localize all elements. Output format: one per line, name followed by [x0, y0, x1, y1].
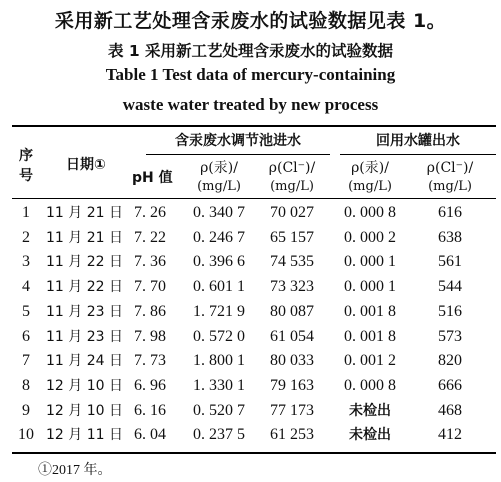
- cell-hg-in: 0. 572 0: [193, 327, 245, 345]
- cell-hg-in: 1. 330 1: [193, 376, 245, 394]
- header-no-line1: 序: [19, 148, 33, 164]
- outlet-group-rule: [340, 154, 496, 155]
- header-cl-inlet-line2: (mg/L): [270, 179, 314, 194]
- header-hg-inlet-line2: (mg/L): [197, 179, 241, 194]
- cell-ph: 7. 73: [134, 352, 166, 370]
- cell-cl-in: 61 253: [270, 426, 314, 444]
- cell-cl-in: 70 027: [270, 204, 314, 221]
- cell-no: 4: [22, 278, 30, 296]
- cell-cl-out: 820: [438, 352, 462, 370]
- cell-cl-in: 80 087: [270, 302, 314, 320]
- cell-no: 10: [18, 426, 34, 444]
- inlet-group-rule: [146, 154, 330, 155]
- header-group-outlet: 回用水罐出水: [376, 133, 460, 149]
- cell-date: 12 月 10 日: [46, 377, 123, 394]
- cell-cl-in: 74 535: [270, 253, 314, 271]
- footnote: ①2017 年。: [38, 463, 112, 478]
- cell-ph: 7. 86: [134, 302, 166, 320]
- cell-date: 11 月 23 日: [46, 303, 123, 320]
- cell-cl-in: 80 033: [270, 352, 314, 370]
- cell-no: 8: [22, 376, 30, 394]
- table-bottom-rule: [12, 452, 496, 454]
- cell-hg-in: 0. 340 7: [193, 204, 245, 221]
- cell-cl-out: 666: [438, 376, 462, 394]
- cell-no: 7: [22, 352, 30, 370]
- header-hg-inlet-line1: ρ(汞)/: [200, 160, 238, 176]
- cell-ph: 7. 36: [134, 253, 166, 271]
- cell-hg-in: 0. 520 7: [193, 401, 245, 419]
- cell-ph: 7. 22: [134, 228, 166, 246]
- cell-no: 6: [22, 327, 30, 345]
- cell-cl-out: 616: [438, 204, 462, 221]
- cell-hg-in: 0. 396 6: [193, 253, 245, 271]
- cell-cl-out: 544: [438, 278, 462, 296]
- table-top-rule: [12, 125, 496, 127]
- cell-hg-out: 0. 001 8: [344, 327, 396, 345]
- cell-ph: 6. 96: [134, 376, 166, 394]
- cell-ph: 7. 26: [134, 204, 166, 221]
- cell-hg-in: 1. 721 9: [193, 302, 245, 320]
- cell-date: 11 月 22 日: [46, 279, 123, 296]
- header-hg-outlet-line1: ρ(汞)/: [351, 160, 389, 176]
- header-no-line2: 号: [19, 168, 33, 184]
- cell-hg-out: 未检出: [349, 427, 391, 444]
- cell-date: 12 月 11 日: [46, 427, 123, 444]
- cell-hg-out: 0. 000 8: [344, 376, 396, 394]
- cell-cl-in: 77 173: [270, 401, 314, 419]
- table-caption-en-line2: waste water treated by new process: [122, 95, 379, 114]
- cell-cl-out: 468: [438, 401, 462, 419]
- cell-cl-out: 638: [438, 228, 462, 246]
- cell-no: 3: [22, 253, 30, 271]
- cell-date: 11 月 23 日: [46, 328, 123, 345]
- cell-hg-out: 未检出: [349, 402, 391, 419]
- header-cl-inlet-line1: ρ(Cl⁻)/: [268, 160, 316, 176]
- header-date: 日期①: [66, 157, 106, 173]
- cell-hg-out: 0. 000 1: [344, 278, 396, 296]
- cell-hg-out: 0. 001 2: [344, 352, 396, 370]
- header-hg-outlet-line2: (mg/L): [348, 179, 392, 194]
- cell-no: 5: [22, 302, 30, 320]
- table-caption-cn: 表 1 采用新工艺处理含汞废水的试验数据: [107, 42, 394, 60]
- cell-cl-in: 73 323: [270, 278, 314, 296]
- cell-ph: 6. 04: [134, 426, 166, 444]
- lead-text: 采用新工艺处理含汞废水的试验数据见表 1。: [54, 10, 447, 32]
- cell-cl-out: 412: [438, 426, 462, 444]
- cell-date: 11 月 21 日: [46, 229, 123, 246]
- header-group-inlet: 含汞废水调节池进水: [175, 133, 301, 149]
- cell-hg-in: 1. 800 1: [193, 352, 245, 370]
- cell-hg-out: 0. 000 8: [344, 204, 396, 221]
- cell-no: 1: [22, 204, 30, 221]
- cell-ph: 7. 98: [134, 327, 166, 345]
- cell-ph: 7. 70: [134, 278, 166, 296]
- cell-date: 12 月 10 日: [46, 402, 123, 419]
- cell-no: 2: [22, 228, 30, 246]
- cell-hg-in: 0. 237 5: [193, 426, 245, 444]
- header-cl-outlet-line1: ρ(Cl⁻)/: [426, 160, 474, 176]
- cell-hg-out: 0. 000 2: [344, 228, 396, 246]
- cell-cl-out: 516: [438, 302, 462, 320]
- table-header-rule: [12, 198, 496, 199]
- cell-hg-in: 0. 246 7: [193, 228, 245, 246]
- cell-cl-out: 561: [438, 253, 462, 271]
- cell-hg-in: 0. 601 1: [193, 278, 245, 296]
- cell-date: 11 月 21 日: [46, 205, 123, 221]
- cell-ph: 6. 16: [134, 401, 166, 419]
- header-cl-outlet-line2: (mg/L): [428, 179, 472, 194]
- cell-date: 11 月 24 日: [46, 353, 123, 370]
- table-caption-en-line1: Table 1 Test data of mercury-containing: [105, 65, 396, 84]
- cell-hg-out: 0. 000 1: [344, 253, 396, 271]
- cell-cl-in: 65 157: [270, 228, 314, 246]
- cell-date: 11 月 22 日: [46, 254, 123, 271]
- header-ph: pH 值: [132, 170, 173, 186]
- cell-cl-in: 61 054: [270, 327, 314, 345]
- cell-cl-in: 79 163: [270, 376, 314, 394]
- cell-hg-out: 0. 001 8: [344, 302, 396, 320]
- cell-cl-out: 573: [438, 327, 462, 345]
- cell-no: 9: [22, 401, 30, 419]
